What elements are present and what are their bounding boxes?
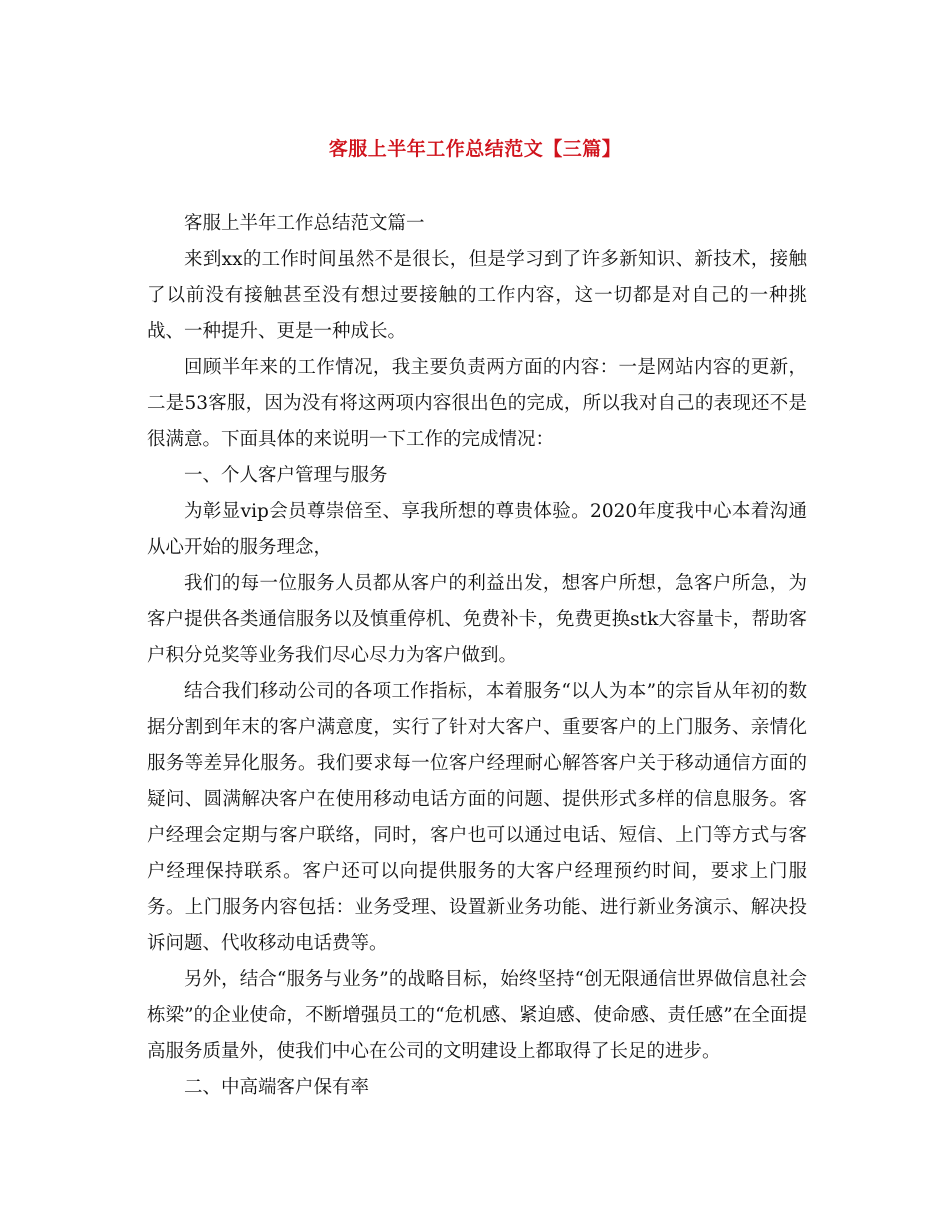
paragraph-intro: 来到xx的工作时间虽然不是很长，但是学习到了许多新知识、新技术，接触了以前没有接触甚至没有想过要接触的工作内容，这一切都是对自己的一种挑战、一种提升、更是一种成长。: [147, 249, 807, 342]
document-body: [147, 206, 807, 1106]
paragraph-vip: 为彰显vip会员尊崇倍至、享我所想的尊贵体验。2020年度我中心本着沟通从心开始的服务理念，: [147, 501, 807, 558]
section-heading-retention: 二、中高端客户保有率: [184, 1077, 370, 1098]
document-title: 客服上半年工作总结范文【三篇】: [328, 138, 622, 160]
paragraph-review: 回顾半年来的工作情况，我主要负责两方面的内容：一是网站内容的更新，二是53客服，因为没有将这两项内容很出色的完成，所以我对自己的表现还不是很满意。下面具体的来说明一下工作的完成情况：: [147, 357, 807, 450]
section-heading-part-one: 客服上半年工作总结范文篇一: [184, 213, 425, 234]
paragraph-strategy: 另外，结合“服务与业务”的战略目标，始终坚持“创无限通信世界做信息社会栋梁”的企业使命，不断增强员工的“危机感、紧迫感、使命感、责任感”在全面提高服务质量外，使我们中心在公司的文明建设上都取得了长足的进步。: [147, 969, 807, 1062]
paragraph-service-staff: 我们的每一位服务人员都从客户的利益出发，想客户所想，急客户所急，为客户提供各类通信服务以及慎重停机、免费补卡，免费更换stk大容量卡，帮助客户积分兑奖等业务我们尽心尽力为客户做到。: [147, 573, 807, 666]
section-heading-individual-service: 一、个人客户管理与服务: [184, 465, 388, 486]
paragraph-indicators: 结合我们移动公司的各项工作指标，本着服务“以人为本”的宗旨从年初的数据分割到年末的客户满意度，实行了针对大客户、重要客户的上门服务、亲情化服务等差异化服务。我们要求每一位客户经理耐心解答客户关于移动通信方面的疑问、圆满解决客户在使用移动电话方面的问题、提供形式多样的信息服务。客户经理会定期与客户联络，同时，客户也可以通过电话、短信、上门等方式与客户经理保持联系。客户还可以向提供服务的大客户经理预约时间，要求上门服务。上门服务内容包括：业务受理、设置新业务功能、进行新业务演示、解决投诉问题、代收移动电话费等。: [147, 681, 807, 954]
